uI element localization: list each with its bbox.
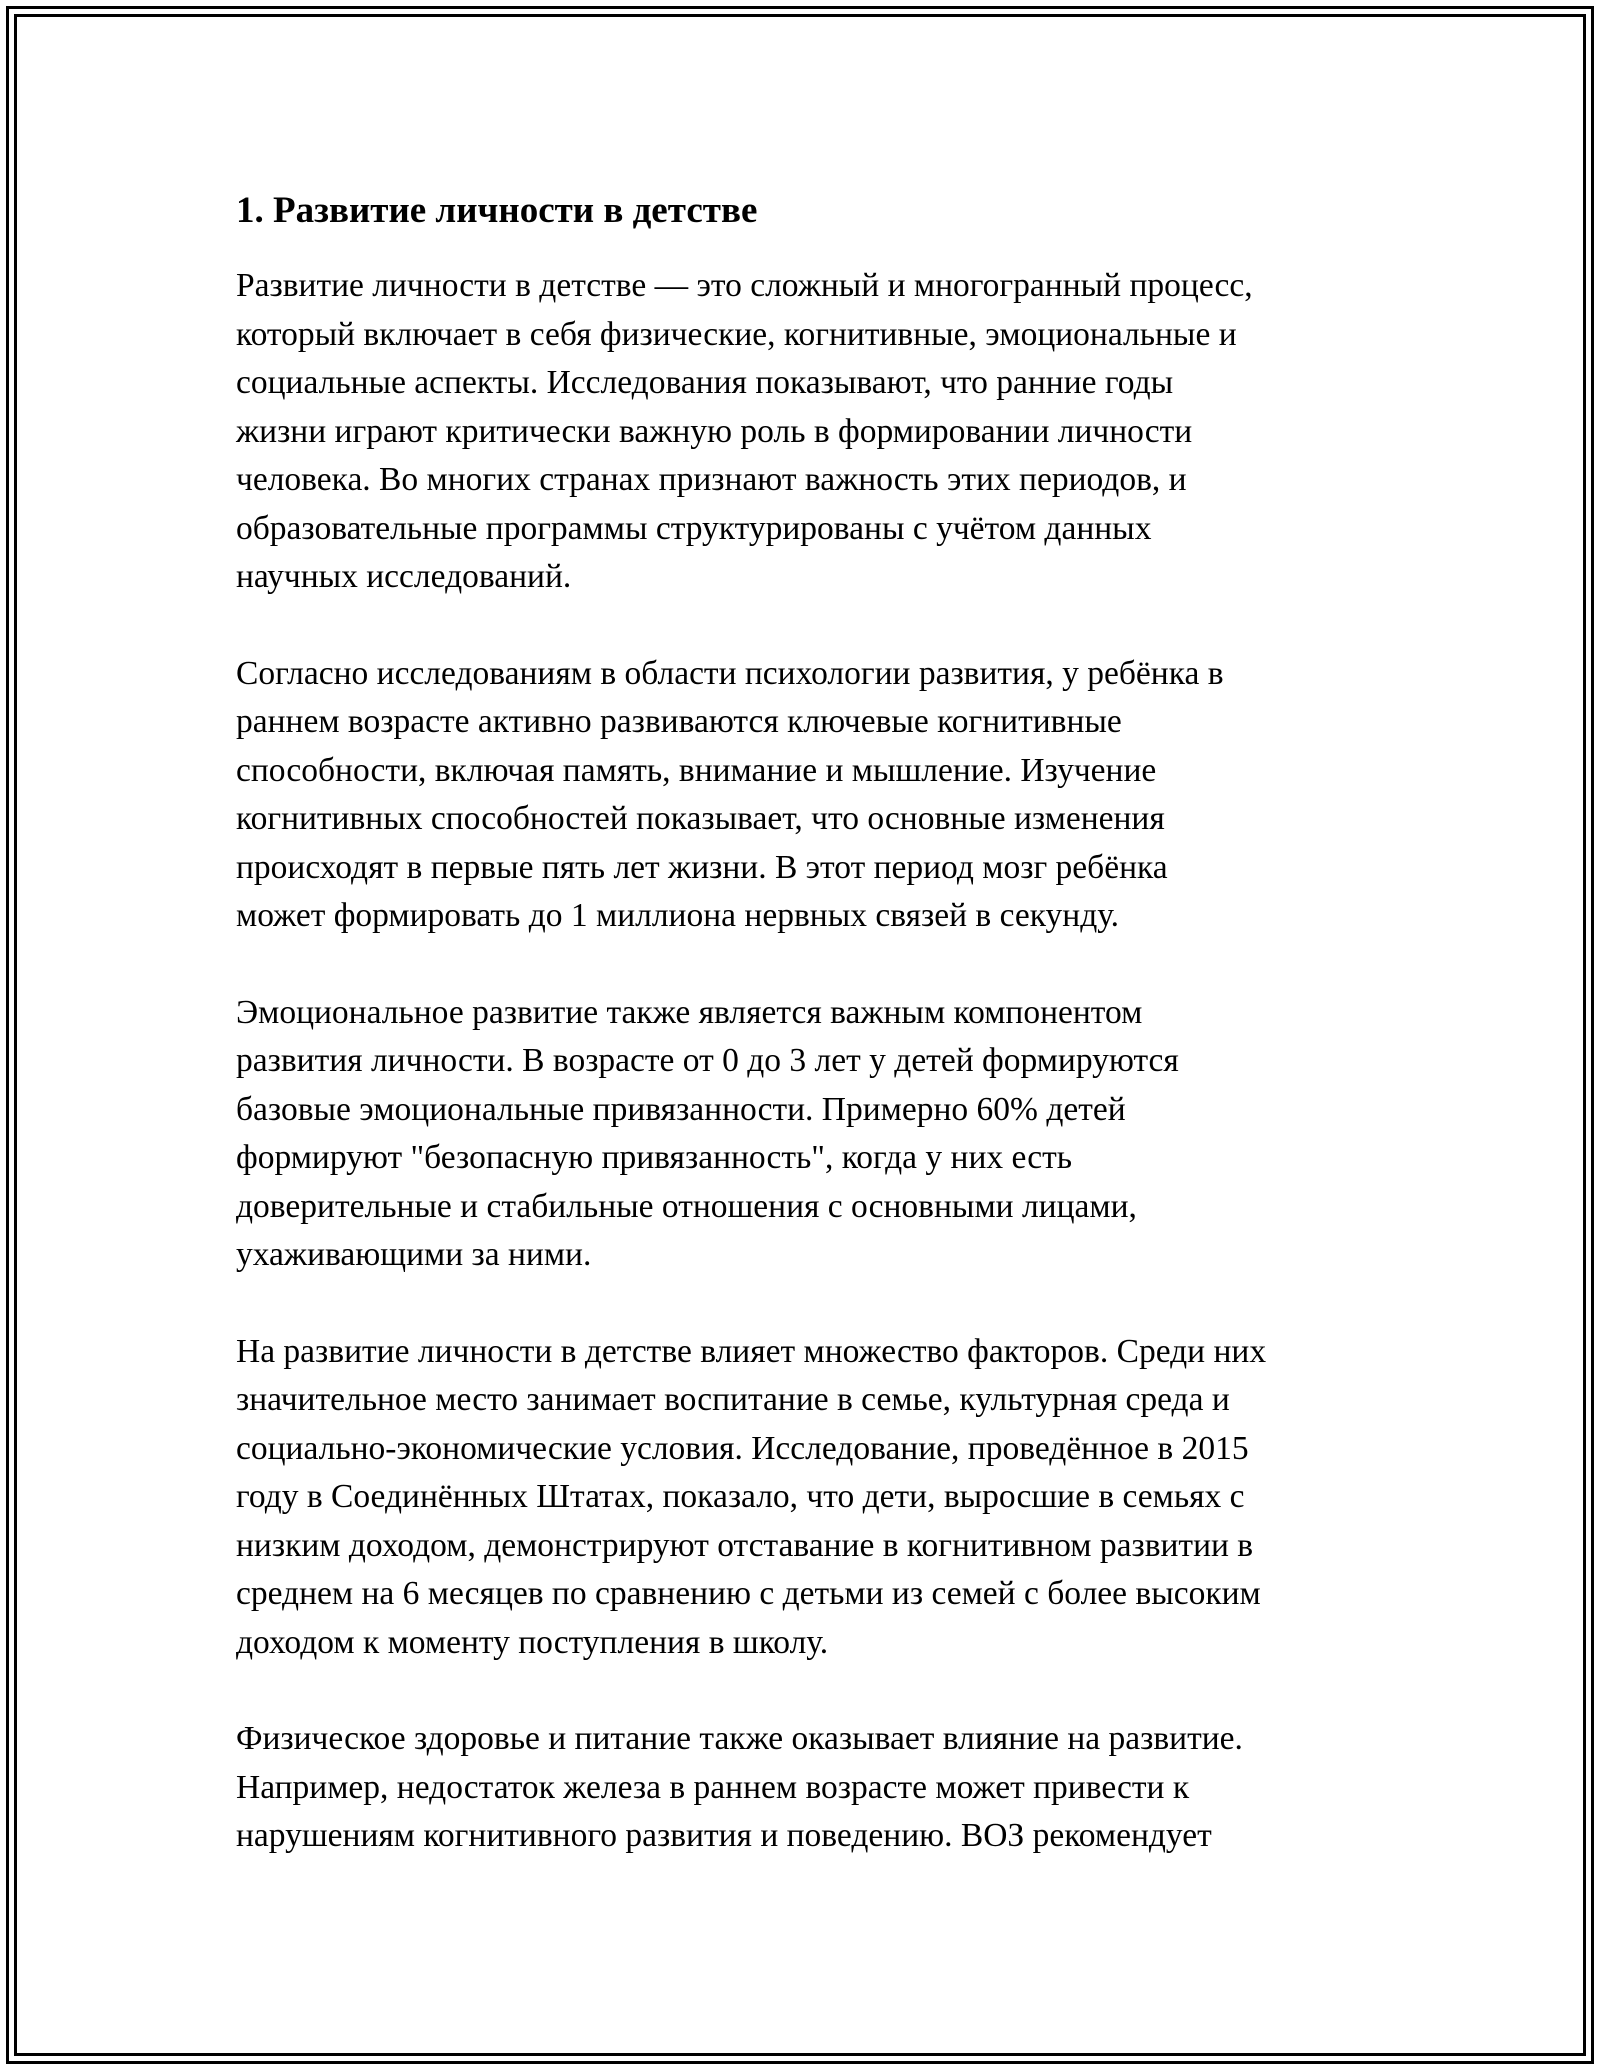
paragraph-overview: Развитие личности в детстве — это сложный и многогранный процесс, который включает в себя физические, когнитивные, эмоциональные и социальные аспекты. Исследования показывают, что ранние годы жизни играют критически важную роль в формировании личности человека. Во многих странах признают важность этих периодов, и образовательные программы структурированы с учётом данных научных исследований. [236, 267, 1253, 595]
paragraph-cognitive-development: Согласно исследованиям в области психологии развития, у ребёнка в раннем возрасте активно развиваются ключевые когнитивные способности, включая память, внимание и мышление. Изучение когнитивных способностей показывает, что основные изменения происходят в первые пять лет жизни. В этот период мозг ребёнка может формировать до 1 миллиона нервных связей в секунду. [236, 654, 1224, 934]
paragraph-influencing-factors: На развитие личности в детстве влияет множество факторов. Среди них значительное место занимает воспитание в семье, культурная среда и социально-экономические условия. Исследование, проведённое в 2015 году в Соединённых Штатах, показало, что дети, выросшие в семьях с низким доходом, демонстрируют отставание в когнитивном развитии в среднем на 6 месяцев по сравнению с детьми из семей с более высоким доходом к моменту поступления в школу. [236, 1332, 1267, 1661]
document-body [236, 186, 1386, 1909]
paragraph-emotional-development: Эмоциональное развитие также является важным компонентом развития личности. В возрасте от 0 до 3 лет у детей формируются базовые эмоциональные привязанности. Примерно 60% детей формируют "безопасную привязанность", когда у них есть доверительные и стабильные отношения с основными лицами, ухаживающими за ними. [236, 993, 1179, 1273]
section-heading: 1. Развитие личности в детстве [236, 190, 758, 231]
paragraph-health-nutrition: Физическое здоровье и питание также оказывает влияние на развитие. Например, недостаток железа в раннем возрасте может привести к нарушениям когнитивного развития и поведению. ВОЗ рекомендует [236, 1720, 1243, 1854]
